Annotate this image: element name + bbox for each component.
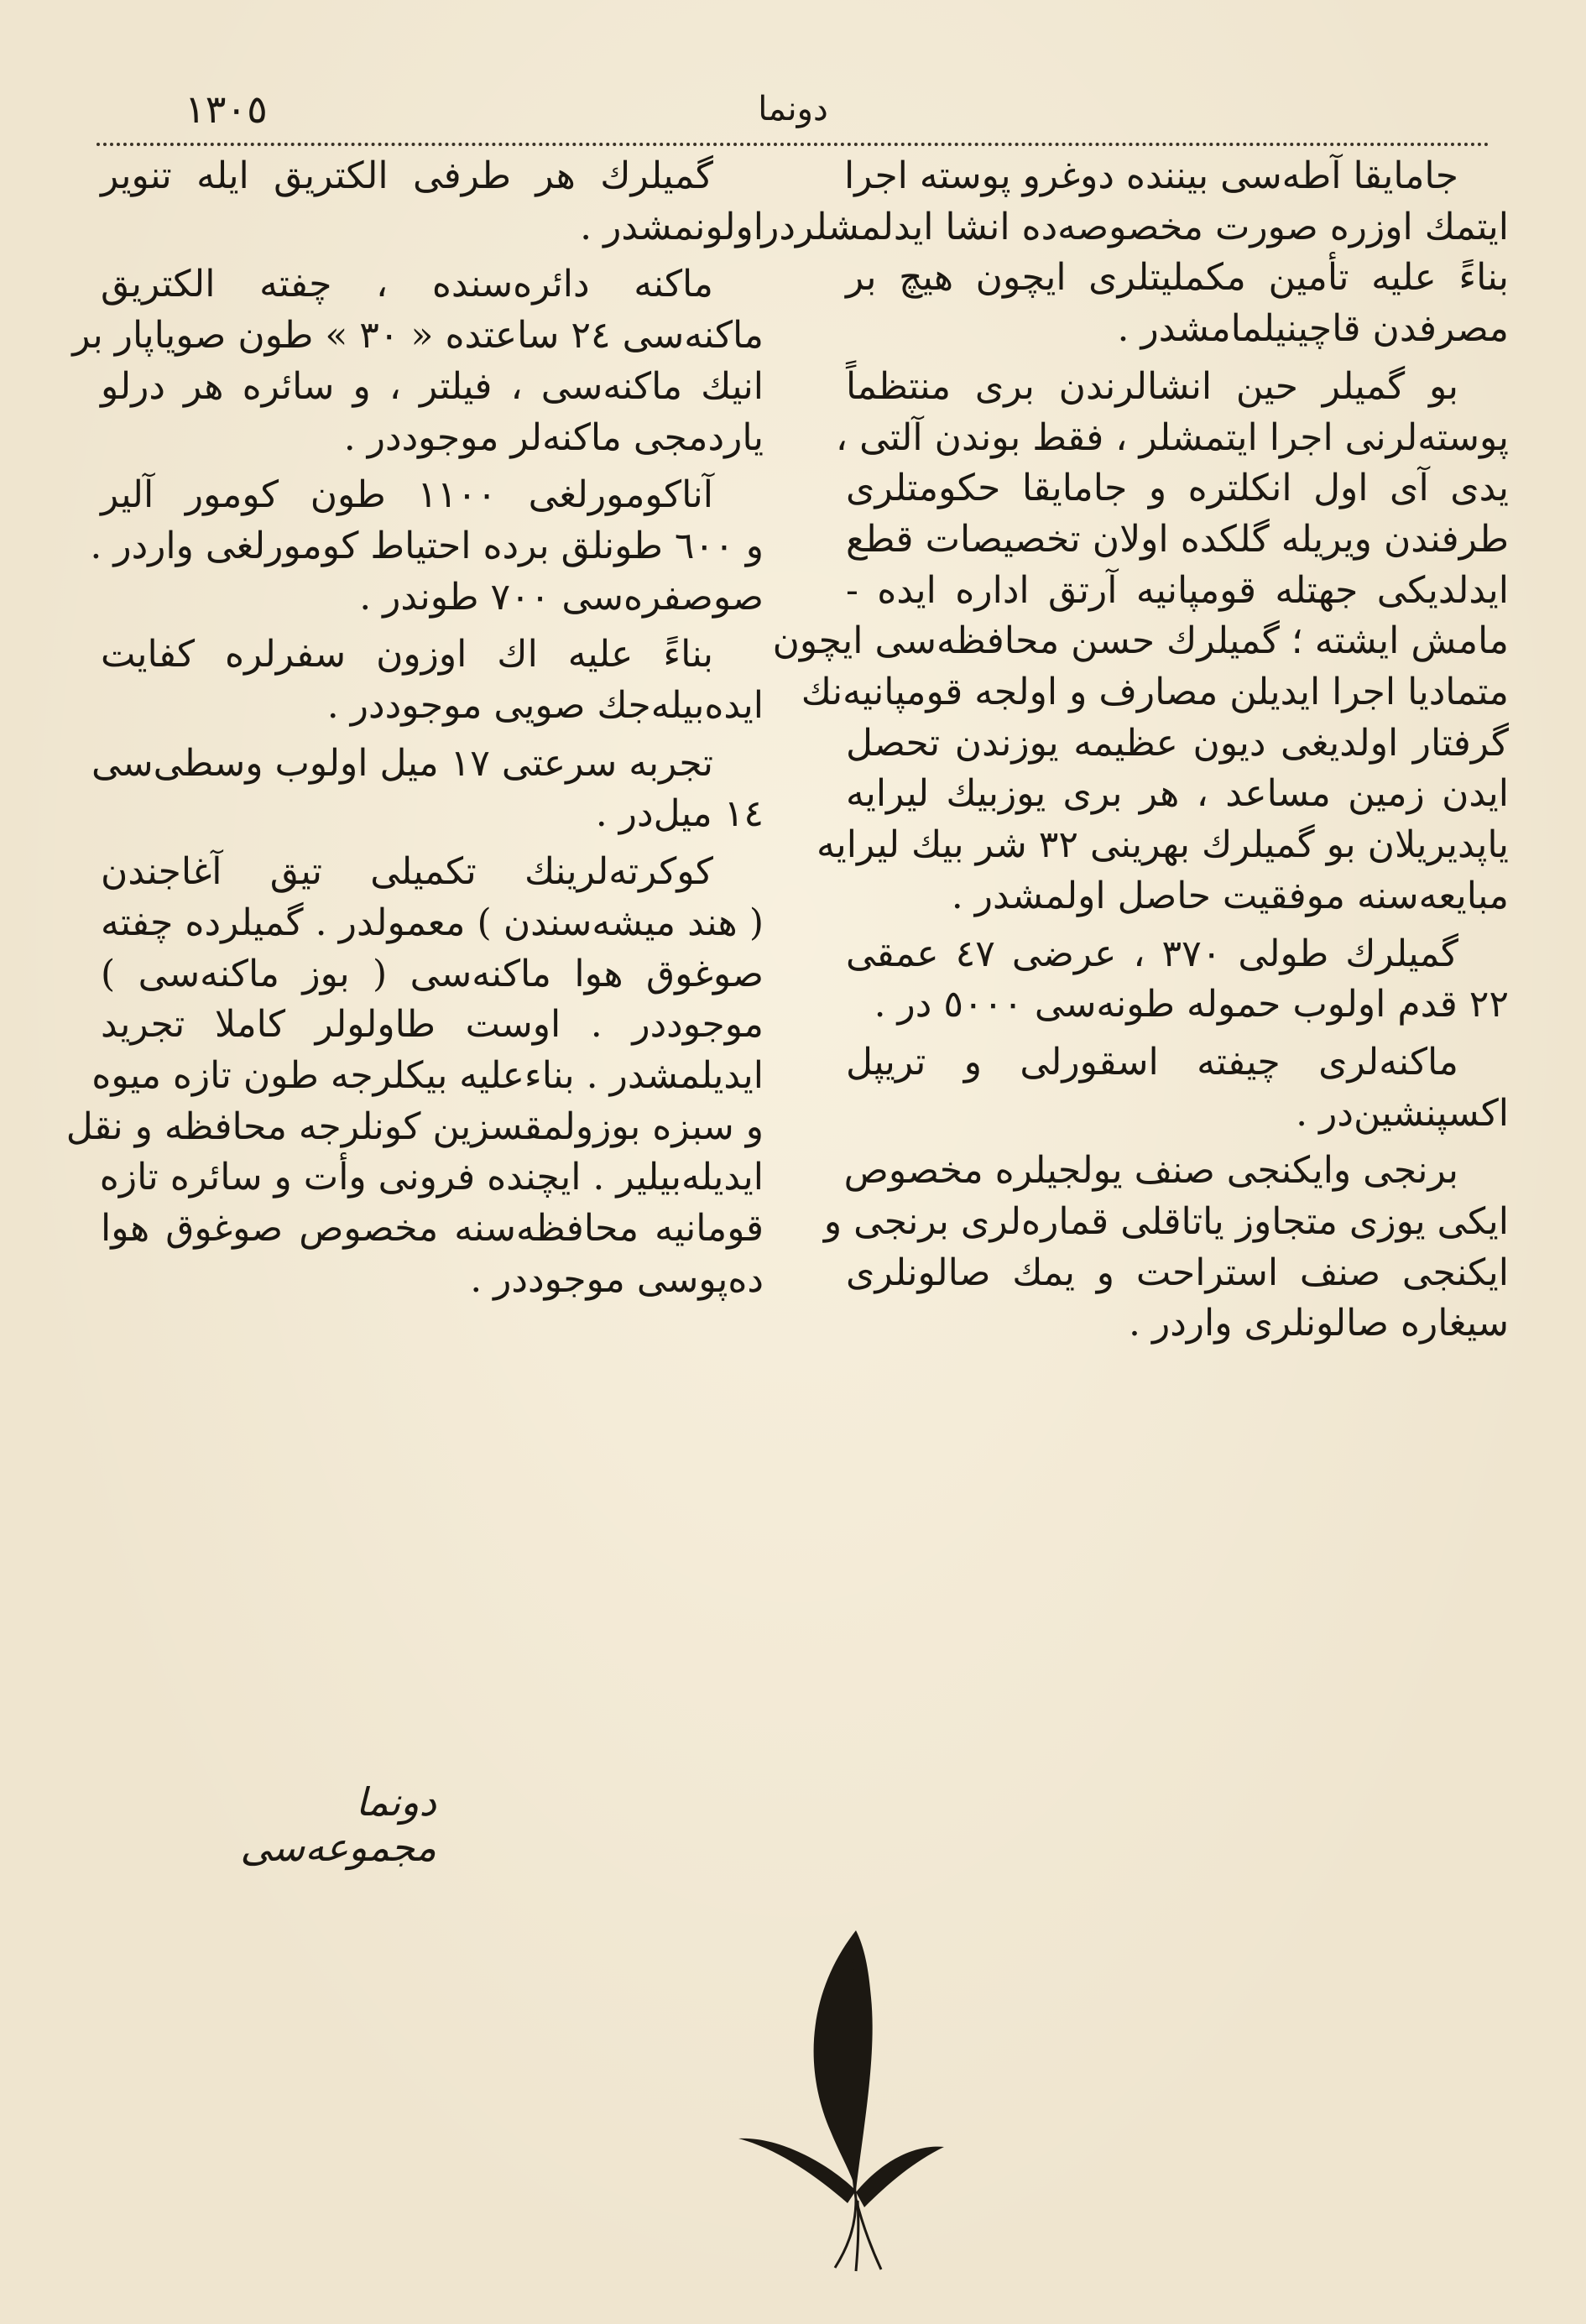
left-column-text-line: انيك ماكنه‌سی ، فيلتر ، و سائره هر درلو (101, 364, 764, 408)
left-column-text-line: ماكنه‌سی ٢٤ ساعتده « ٣٠ » طون صوياپار بر (72, 314, 764, 358)
signature: دونما مجموعه‌سی (240, 1779, 436, 1870)
right-column-text-line: طرفندن ويريله گلكده اولان تخصيصات قطع (846, 517, 1509, 561)
right-column-text-line: مامش ايشته ؛ گميلرك حسن محافظه‌سی ايچون (772, 619, 1509, 663)
right-column-text-line: اكسپنشين‌در . (1296, 1091, 1509, 1135)
left-column-text-line: ايده‌بيله‌جك صويی موجوددر . (326, 684, 764, 728)
right-column-paragraph (772, 362, 1509, 922)
left-column-text-line: كوكرته‌لرينك تكميلی تيق آغاجندن (101, 850, 713, 894)
right-column-text-line: ٢٢ قدم اولوب حموله طونه‌سی ٥٠٠٠ در . (874, 983, 1509, 1026)
left-column-text-line: ده‌پوسی موجوددر . (470, 1257, 764, 1301)
right-column-text-line: مبايعه‌سنه موفقيت حاصل اولمشدر . (951, 874, 1509, 917)
right-column-text-line: ايكی يوزی متجاوز ياتاقلی قماره‌لری برنجی و (823, 1200, 1509, 1244)
right-column-text-line: ايتمك اوزره صورت مخصوصه‌ده انشا ايدلمشلردر . (738, 205, 1509, 248)
right-column-text-line: ايدلديكی جهتله قومپانيه آرتق اداره ايده - (846, 568, 1509, 612)
right-column-text-line: ايدن زمين مساعد ، هر بری يوزبيك ليرايه (846, 772, 1509, 816)
left-column-paragraph (101, 629, 764, 731)
leaf-ornament-icon (730, 1922, 948, 2274)
left-column-text-line: ايديلمشدر . بناءعليه بيكلرجه طون تازه ميوه (91, 1053, 764, 1097)
right-column-text-line: مصرفدن قاچينيلمامشدر . (1117, 307, 1509, 351)
right-column-paragraph (846, 929, 1509, 1031)
right-column-text-line: پوسته‌لرنی اجرا ايتمشلر ، فقط بوندن آلتی ، (835, 415, 1509, 459)
right-column-paragraph (846, 1037, 1509, 1139)
right-column-text-line: سيغاره صالونلری واردر . (1128, 1302, 1509, 1345)
left-column-text-line: و سبزه بوزولمقسزين كونلرجه محافظه و نقل (65, 1105, 764, 1148)
left-column-text-line: ماكنه دائره‌سنده ، چفته الكتريق (101, 263, 713, 306)
right-column (738, 151, 1509, 1356)
right-column-text-line: يدی آی اول انكلتره و جامايقا حكومتلری (846, 467, 1509, 510)
running-title: دونما (758, 90, 828, 128)
header-divider (97, 143, 1489, 146)
left-column-text-line: تجربه سرعتی ١٧ ميل اولوب وسطی‌سی (91, 741, 713, 785)
right-column-text-line: گميلرك طولی ٣٧٠ ، عرضی ٤٧ عمقی (846, 932, 1458, 975)
right-column-paragraph (738, 151, 1509, 355)
left-column-paragraph (101, 151, 764, 253)
left-column-text-line: موجوددر . اوست طاولولر كاملا تجريد (101, 1003, 764, 1047)
left-column-text-line: ١٤ ميل‌در . (595, 792, 764, 836)
left-column-text-line: قومانيه محافظه‌سنه مخصوص صوغوق هوا (101, 1207, 764, 1251)
right-column-text-line: بناءً عليه تأمين مكمليتلری ايچون هيچ بر (846, 256, 1509, 300)
right-column-text-line: گرفتار اولديغی ديون عظيمه يوزندن تحصل (846, 721, 1509, 765)
left-column-text-line: ياردمجی ماكنه‌لر موجوددر . (343, 415, 764, 459)
left-column-text-line: صوغوق هوا ماكنه‌سی ( بوز ماكنه‌سی ) (101, 952, 764, 995)
right-column-text-line: ايكنجی صنف استراحت و يمك صالونلری (846, 1251, 1509, 1294)
left-column-text-line: ( هند ميشه‌سندن ) معمولدر . گميلرده چفته (101, 901, 764, 944)
right-column-text-line: برنجی وايكنجی صنف يولجيلره مخصوص (843, 1149, 1458, 1193)
right-column-text-line: بو گميلر حين انشالرندن بری منتظماً (846, 364, 1458, 408)
page-header (92, 80, 1494, 138)
right-column-text-line: متماديا اجرا ايديلن مصارف و اولجه قومپانيه‌نك (801, 671, 1509, 714)
left-column-paragraph (91, 739, 764, 840)
page-number: ١٣٠٥ (185, 86, 268, 132)
left-column-text-line: و ٦٠٠ طونلق برده احتياط كومورلغی واردر . (90, 524, 764, 567)
right-column-text-line: ياپديريلان بو گميلرك بهرينی ٣٢ شر بيك ليرايه (816, 823, 1509, 867)
left-column-text-line: گميلرك هر طرفی الكتريق ايله تنوير (101, 154, 713, 197)
left-column-paragraph (65, 847, 764, 1305)
left-column-text-line: بناءً عليه اك اوزون سفرلره كفايت (101, 633, 713, 676)
right-column-text-line: ماكنه‌لری چيفته اسقورلی و تريپل (846, 1040, 1458, 1084)
left-column-text-line: صوصفره‌سی ٧٠٠ طوندر . (359, 575, 764, 619)
left-column-paragraph (90, 470, 764, 623)
left-column-text-line: ايديله‌بيلير . ايچنده فرونی وأت و سائره تازه (99, 1156, 764, 1199)
right-column-text-line: جامايقا آطه‌سی بيننده دوغرو پوسته اجرا (843, 154, 1458, 197)
left-column-text-line: آناكومورلغی ١١٠٠ طون كومور آلير (101, 473, 713, 517)
left-column-paragraph (72, 259, 764, 463)
right-column-paragraph (823, 1146, 1509, 1350)
left-column (65, 151, 764, 1312)
left-column-text-line: اولونمشدر . (580, 205, 764, 248)
